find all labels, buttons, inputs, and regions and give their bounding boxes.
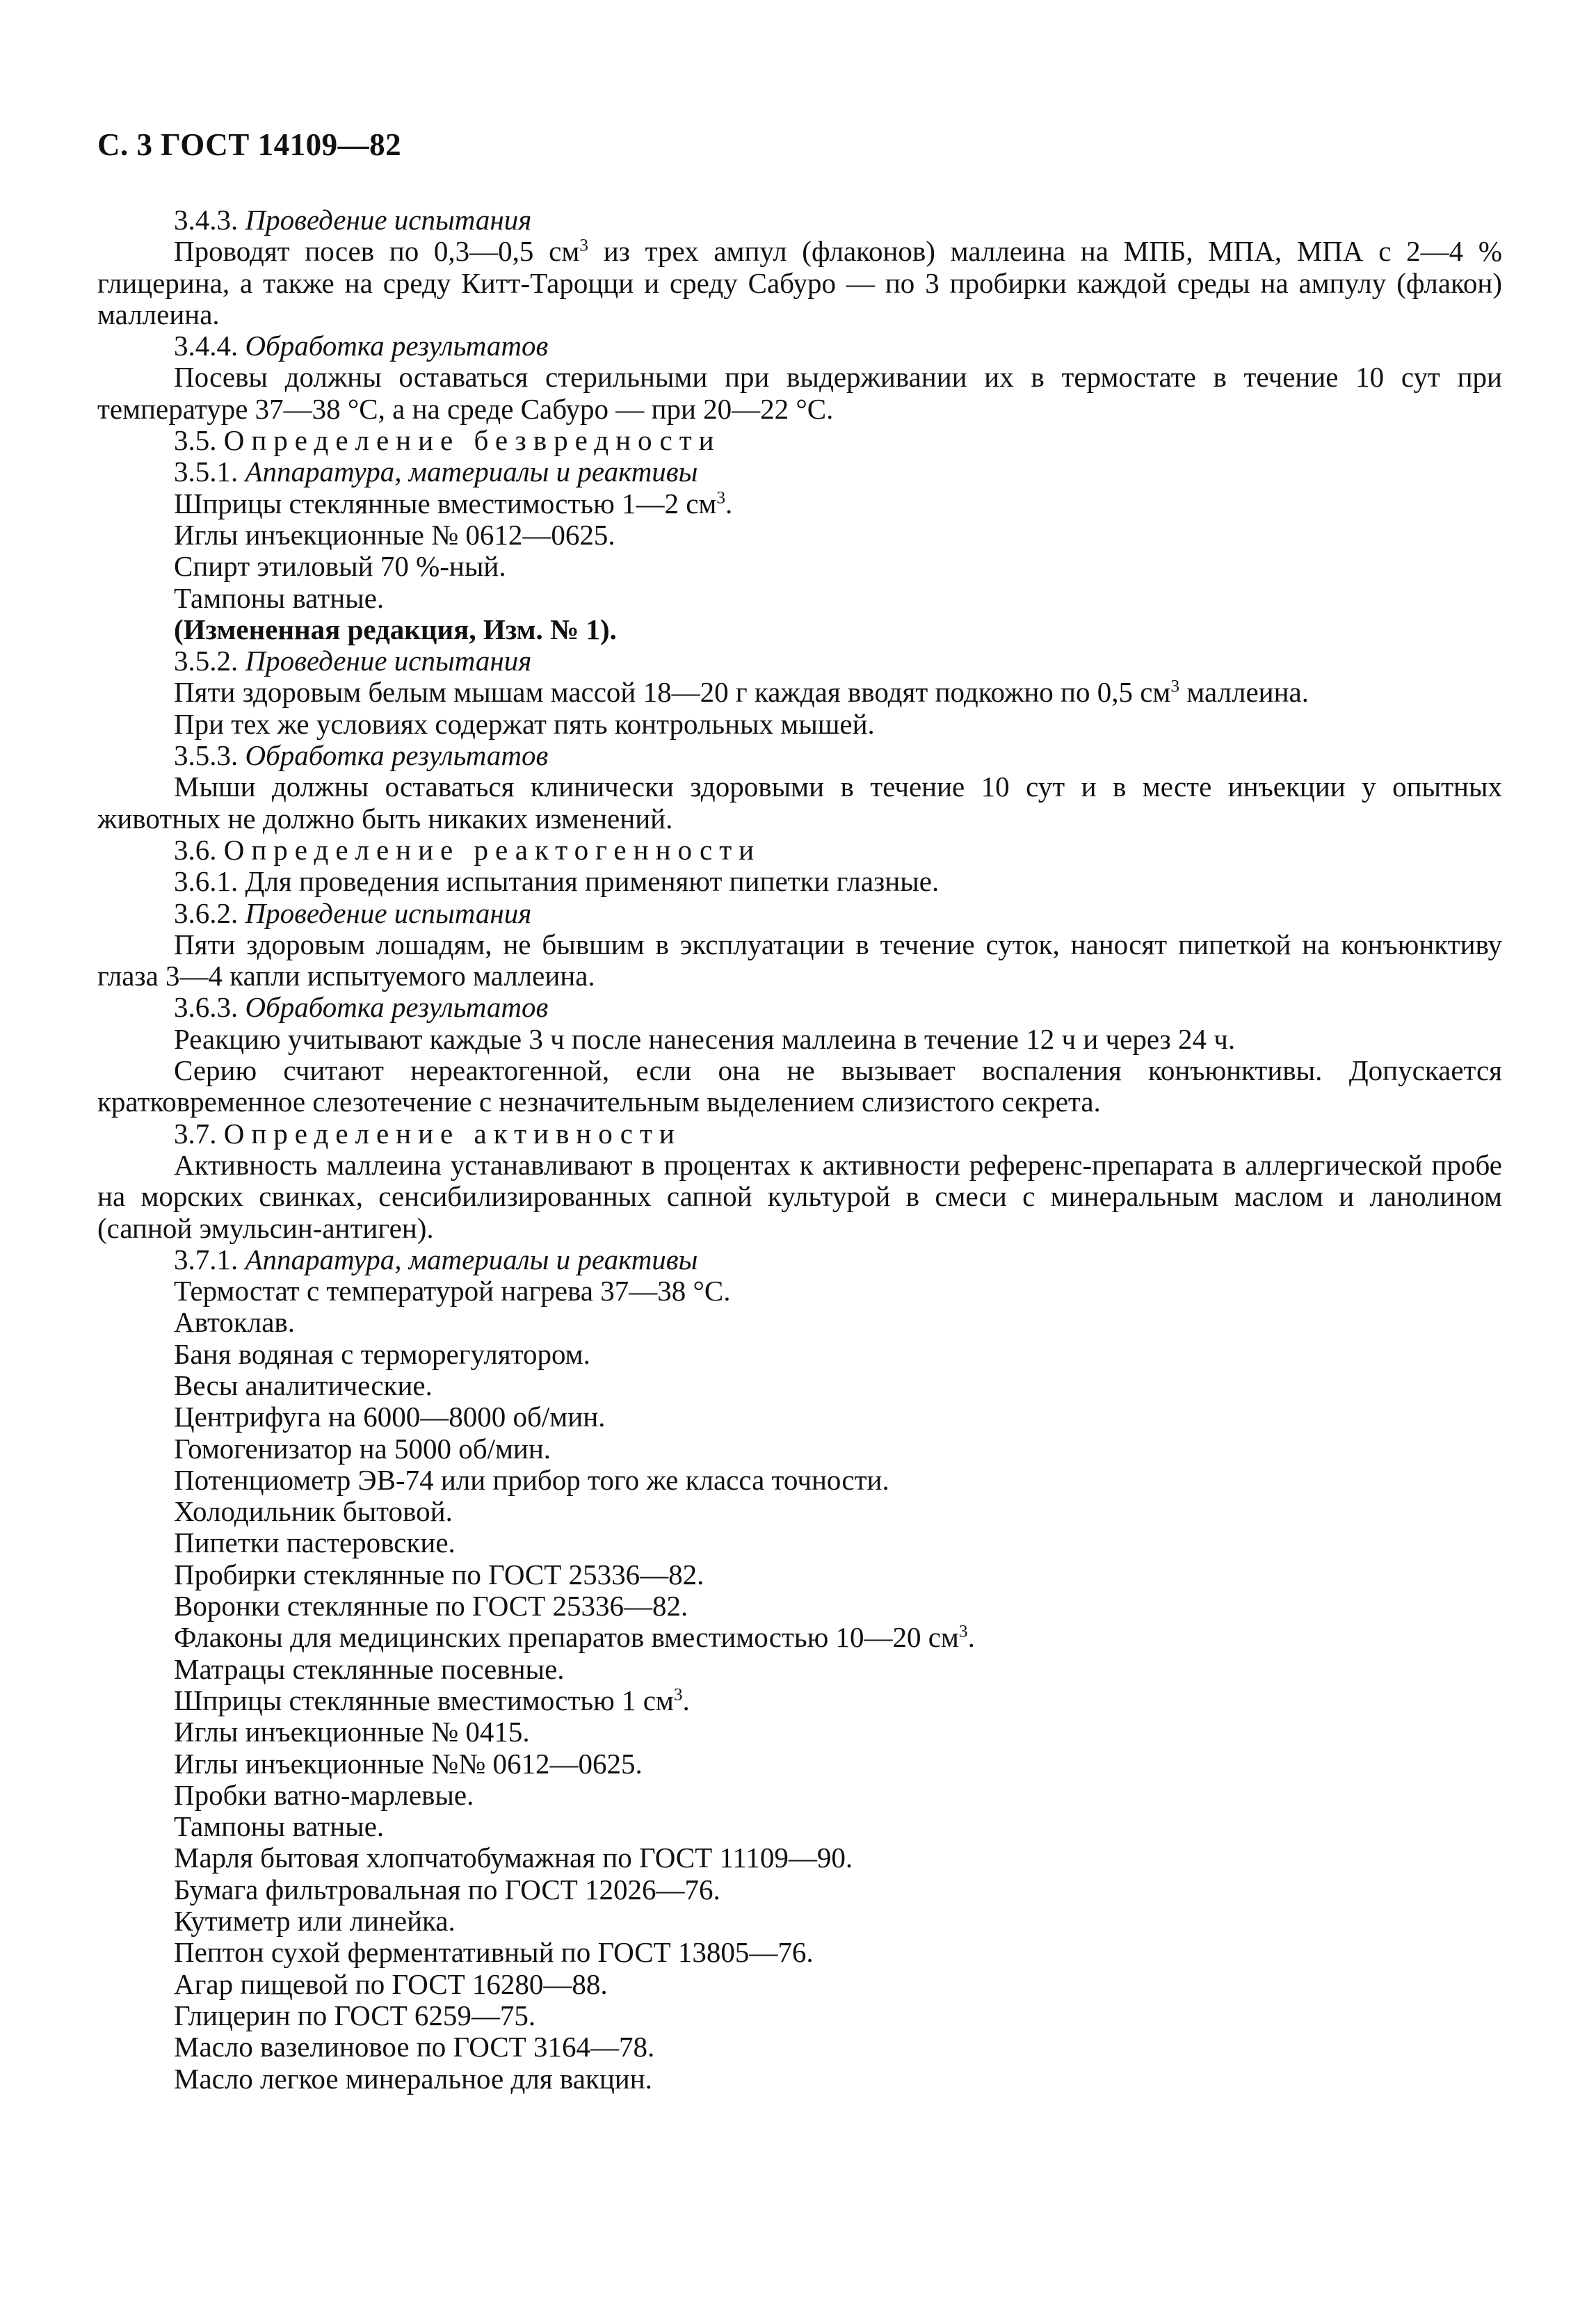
document-page [97,125,1502,2095]
list-item: Глицерин по ГОСТ 6259—75. [174,1999,536,2031]
superscript: 3 [1170,676,1180,696]
list-item: Тампоны ватные. [174,581,385,614]
paragraph: Серию считают нереактогенной, если она не вызывает воспаления конъюнктивы. Допускается кратковременное слезотечение с незначительным выделением слизистого секрета. [97,1054,1502,1118]
section-title: Проведение испытания [245,896,532,929]
paragraph: Активность маллеина устанавливают в процентах к активности референс-препарата в аллергической пробе на морских свинках, сенсибилизированных сапной культурой в смеси с минеральным маслом и ланолином (сапной эмульсин-антиген). [97,1148,1502,1244]
list-item: Термостат с температурой нагрева 37—38 °С. [174,1275,731,1307]
section-number: 3.7.1. [174,1243,239,1275]
section-heading [97,992,1502,1023]
list-item: Автоклав. [174,1306,296,1339]
text-run: маллеина. [1179,676,1309,709]
list-item: Гомогенизатор на 5000 об/мин. [174,1432,551,1465]
list-item: Агар пищевой по ГОСТ 16280—88. [174,1967,608,2000]
list-item [97,1622,1502,1653]
page-header: С. 3 ГОСТ 14109—82 [97,127,402,162]
list-item: Весы аналитические. [174,1369,433,1401]
list-item: Матрацы стеклянные посевные. [174,1652,565,1685]
list-item: Тампоны ватные. [174,1810,385,1843]
list-item: Потенциометр ЭВ-74 или прибор того же класса точности. [174,1463,889,1496]
superscript: 3 [958,1621,968,1641]
list-item: Холодильник бытовой. [174,1495,453,1528]
section-heading [97,425,1502,456]
section-heading [97,456,1502,488]
list-item: Воронки стеклянные по ГОСТ 25336—82. [174,1590,688,1622]
amendment-note: (Измененная редакция, Изм. № 1). [174,613,617,645]
section-title: Обработка результатов [245,330,549,362]
section-heading [97,645,1502,677]
section-title: Аппаратура, материалы и реактивы [245,456,698,488]
text-run: Шприцы стеклянные вместимостью 1—2 см [174,487,717,520]
section-heading [97,1244,1502,1275]
section-heading [97,740,1502,771]
section-number: 3.7. [174,1117,217,1150]
text-run: . [682,1684,690,1716]
section-number: 3.5.2. [174,645,239,677]
text-run: Шприцы стеклянные вместимостью 1 см [174,1684,674,1716]
section-heading [97,1118,1502,1150]
list-item: Масло вазелиновое по ГОСТ 3164—78. [174,2031,655,2063]
text-run: . [967,1621,975,1654]
section-number: 3.5.1. [174,456,239,488]
section-title: Определение активности [223,1117,682,1150]
list-item: Пробки ватно-марлевые. [174,1778,474,1811]
text-run: . [725,487,733,520]
section-heading [97,898,1502,929]
section-heading [97,835,1502,866]
list-item: Иглы инъекционные № 0415. [174,1716,530,1748]
list-item: Марля бытовая хлопчатобумажная по ГОСТ 11109—90. [174,1842,853,1874]
paragraph: При тех же условиях содержат пять контрольных мышей. [174,707,875,740]
list-item: Кутиметр или линейка. [174,1905,456,1938]
section-title: Определение реактогенности [223,833,761,866]
list-item: Иглы инъекционные №№ 0612—0625. [174,1747,643,1780]
section-title: Обработка результатов [245,991,549,1024]
paragraph: Посевы должны оставаться стерильными при выдерживании их в термостате в течение 10 сут при температуре 37—38 °С, а на среде Сабуро — при 20—22 °С. [97,361,1502,425]
text-run: Флаконы для медицинских препаратов вместимостью 10—20 см [174,1621,959,1654]
paragraph [97,677,1502,708]
list-item: Пипетки пастеровские. [174,1527,456,1559]
list-item: Спирт этиловый 70 %-ный. [174,550,506,583]
list-item: Пептон сухой ферментативный по ГОСТ 13805—76. [174,1936,814,1969]
list-item: Иглы инъекционные № 0612—0625. [174,518,615,551]
text-run: Проводят посев по 0,3—0,5 см [174,235,580,268]
section-number: 3.6. [174,833,217,866]
list-item: Бумага фильтровальная по ГОСТ 12026—76. [174,1873,720,1906]
list-item: Масло легкое минеральное для вакцин. [174,2062,652,2095]
list-item [97,1685,1502,1716]
document-body [97,204,1502,2095]
superscript: 3 [579,235,588,255]
section-heading [97,204,1502,236]
paragraph: Пяти здоровым лошадям, не бывшим в эксплуатации в течение суток, наносят пипеткой на конъюнктиву глаза 3—4 капли испытуемого маллеина. [97,928,1502,992]
list-item: Пробирки стеклянные по ГОСТ 25336—82. [174,1558,704,1591]
section-title: Обработка результатов [245,739,549,772]
section-number: 3.5.3. [174,739,239,772]
text-run: из трех ампул (флаконов) маллеина на МПБ, МПА, МПА с 2—4 % глицерина, а также на среду Китт-Тароцци и среду Сабуро — по 3 пробирки каждой среды на ампулу (флакон) маллеина. [97,235,1502,330]
section-heading [97,330,1502,362]
section-number: 3.4.4. [174,330,239,362]
superscript: 3 [716,488,726,508]
paragraph: Мыши должны оставаться клинически здоровыми в течение 10 сут и в месте инъекции у опытных животных не должно быть никаких изменений. [97,771,1502,835]
section-number: 3.6.2. [174,896,239,929]
section-number: 3.6.3. [174,991,239,1024]
paragraph: Реакцию учитывают каждые 3 ч после нанесения маллеина в течение 12 ч и через 24 ч. [174,1022,1236,1055]
section-title: Определение безвредности [223,424,721,457]
paragraph [97,236,1502,330]
text-run: Пяти здоровым белым мышам массой 18—20 г каждая вводят подкожно по 0,5 см [174,676,1171,709]
superscript: 3 [673,1684,683,1705]
section-title: Проведение испытания [245,204,532,236]
section-number: 3.4.3. [174,204,239,236]
list-item [97,488,1502,520]
section-title: Аппаратура, материалы и реактивы [245,1243,698,1275]
section-title: Проведение испытания [245,645,532,677]
section-number: 3.5. [174,424,217,457]
list-item: Баня водяная с терморегулятором. [174,1337,590,1370]
paragraph: 3.6.1. Для проведения испытания применяют пипетки глазные. [174,865,940,898]
list-item: Центрифуга на 6000—8000 об/мин. [174,1401,606,1433]
